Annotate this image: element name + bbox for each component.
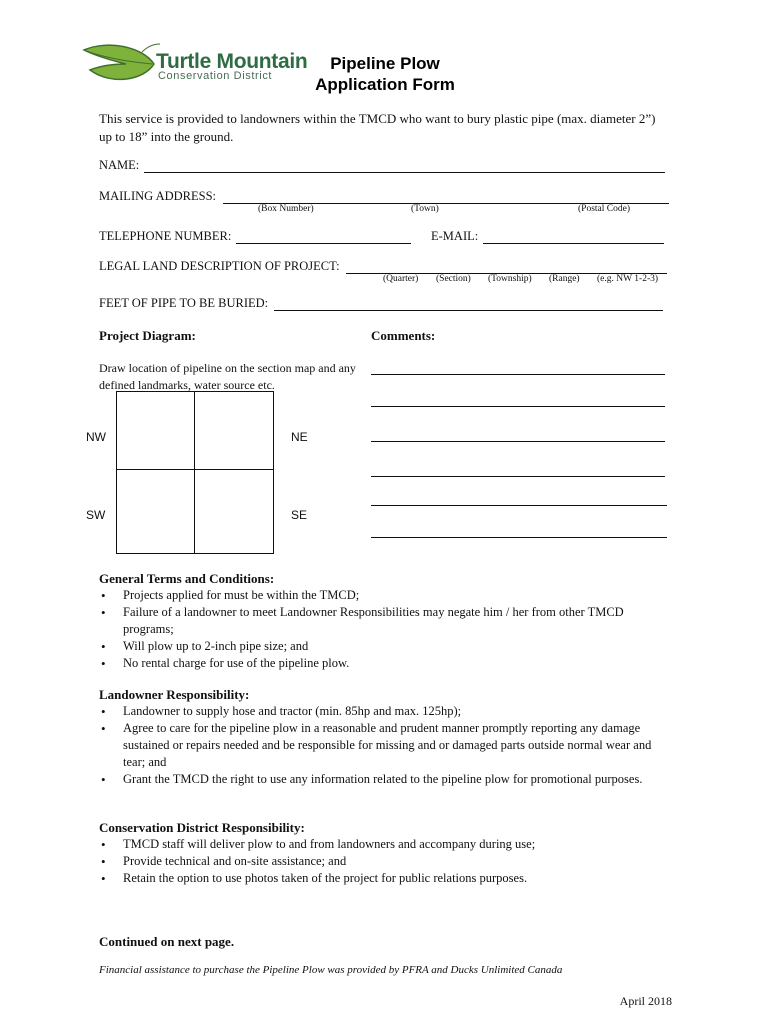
comment-line-6[interactable] (371, 537, 667, 538)
example-sublabel: (e.g. NW 1-2-3) (597, 274, 659, 284)
name-field[interactable] (144, 172, 665, 173)
org-name: Turtle Mountain (156, 50, 308, 73)
feet-of-pipe-label: FEET OF PIPE TO BE BURIED: (99, 296, 269, 310)
township-sublabel: (Township) (488, 274, 532, 284)
diagram-instructions: Draw location of pipeline on the section map and any defined landmarks, water source etc. (99, 361, 356, 392)
email-label: E-MAIL: (431, 229, 479, 243)
landowner-responsibility-heading: Landowner Responsibility: (99, 687, 250, 702)
list-item: • TMCD staff will deliver plow to and from landowners and accompany during use; (99, 836, 659, 853)
comment-line-1[interactable] (371, 374, 665, 375)
comment-line-4[interactable] (371, 476, 665, 477)
continued-notice: Continued on next page. (99, 934, 235, 949)
project-diagram-heading: Project Diagram: (99, 328, 196, 343)
box-number-sublabel: (Box Number) (258, 204, 314, 214)
telephone-field[interactable] (236, 243, 411, 244)
name-label: NAME: (99, 158, 140, 172)
postal-code-sublabel: (Postal Code) (578, 204, 630, 214)
ne-label: NE (291, 430, 308, 444)
list-item: • Retain the option to use photos taken of the project for public relations purposes. (99, 870, 659, 887)
nw-label: NW (86, 430, 106, 444)
funding-note: Financial assistance to purchase the Pipeline Plow was provided by PFRA and Ducks Unlimited Canada (99, 964, 563, 976)
section-sublabel: (Section) (436, 274, 471, 284)
org-subtitle: Conservation District (158, 70, 273, 82)
list-item: • No rental charge for use of the pipeline plow. (99, 655, 659, 672)
feet-of-pipe-field[interactable] (274, 310, 663, 311)
list-item: • Agree to care for the pipeline plow in a reasonable and prudent manner promptly reporting any damage sustained or repairs needed and be responsible for missing and or damaged parts outside normal wear and tear; and (99, 720, 659, 771)
list-item: • Projects applied for must be within the TMCD; (99, 587, 659, 604)
town-sublabel: (Town) (411, 204, 439, 214)
intro-text: This service is provided to landowners within the TMCD who want to bury plastic pipe (max. diameter 2”) up to 18” into the ground. (99, 111, 656, 144)
legal-land-label: LEGAL LAND DESCRIPTION OF PROJECT: (99, 259, 340, 273)
comment-line-2[interactable] (371, 406, 665, 407)
list-item: • Grant the TMCD the right to use any information related to the pipeline plow for promotional purposes. (99, 771, 659, 788)
comment-line-5[interactable] (371, 505, 667, 506)
list-item: • Failure of a landowner to meet Landowner Responsibilities may negate him / her from other TMCD programs; (99, 604, 659, 638)
revision-date: April 2018 (619, 994, 672, 1008)
comments-heading: Comments: (371, 328, 436, 343)
form-title-line2: Application Form (315, 75, 455, 94)
list-item: • Will plow up to 2-inch pipe size; and (99, 638, 659, 655)
mailing-address-label: MAILING ADDRESS: (99, 189, 217, 203)
telephone-label: TELEPHONE NUMBER: (99, 229, 232, 243)
list-item: • Provide technical and on-site assistance; and (99, 853, 659, 870)
general-terms-list (99, 587, 659, 672)
section-map-vertical-divider (194, 391, 195, 554)
list-item: • Landowner to supply hose and tractor (min. 85hp and max. 125hp); (99, 703, 659, 720)
landowner-responsibility-list (99, 703, 659, 788)
se-label: SE (291, 508, 308, 522)
district-responsibility-list (99, 836, 659, 887)
form-title-line1: Pipeline Plow (330, 54, 440, 73)
range-sublabel: (Range) (549, 274, 580, 284)
quarter-sublabel: (Quarter) (383, 274, 419, 284)
general-terms-heading: General Terms and Conditions: (99, 571, 275, 586)
district-responsibility-heading: Conservation District Responsibility: (99, 820, 305, 835)
section-map-horizontal-divider (116, 469, 274, 470)
email-field[interactable] (483, 243, 664, 244)
section-map-diagram[interactable] (116, 391, 274, 554)
comment-line-3[interactable] (371, 441, 665, 442)
sw-label: SW (86, 508, 106, 522)
